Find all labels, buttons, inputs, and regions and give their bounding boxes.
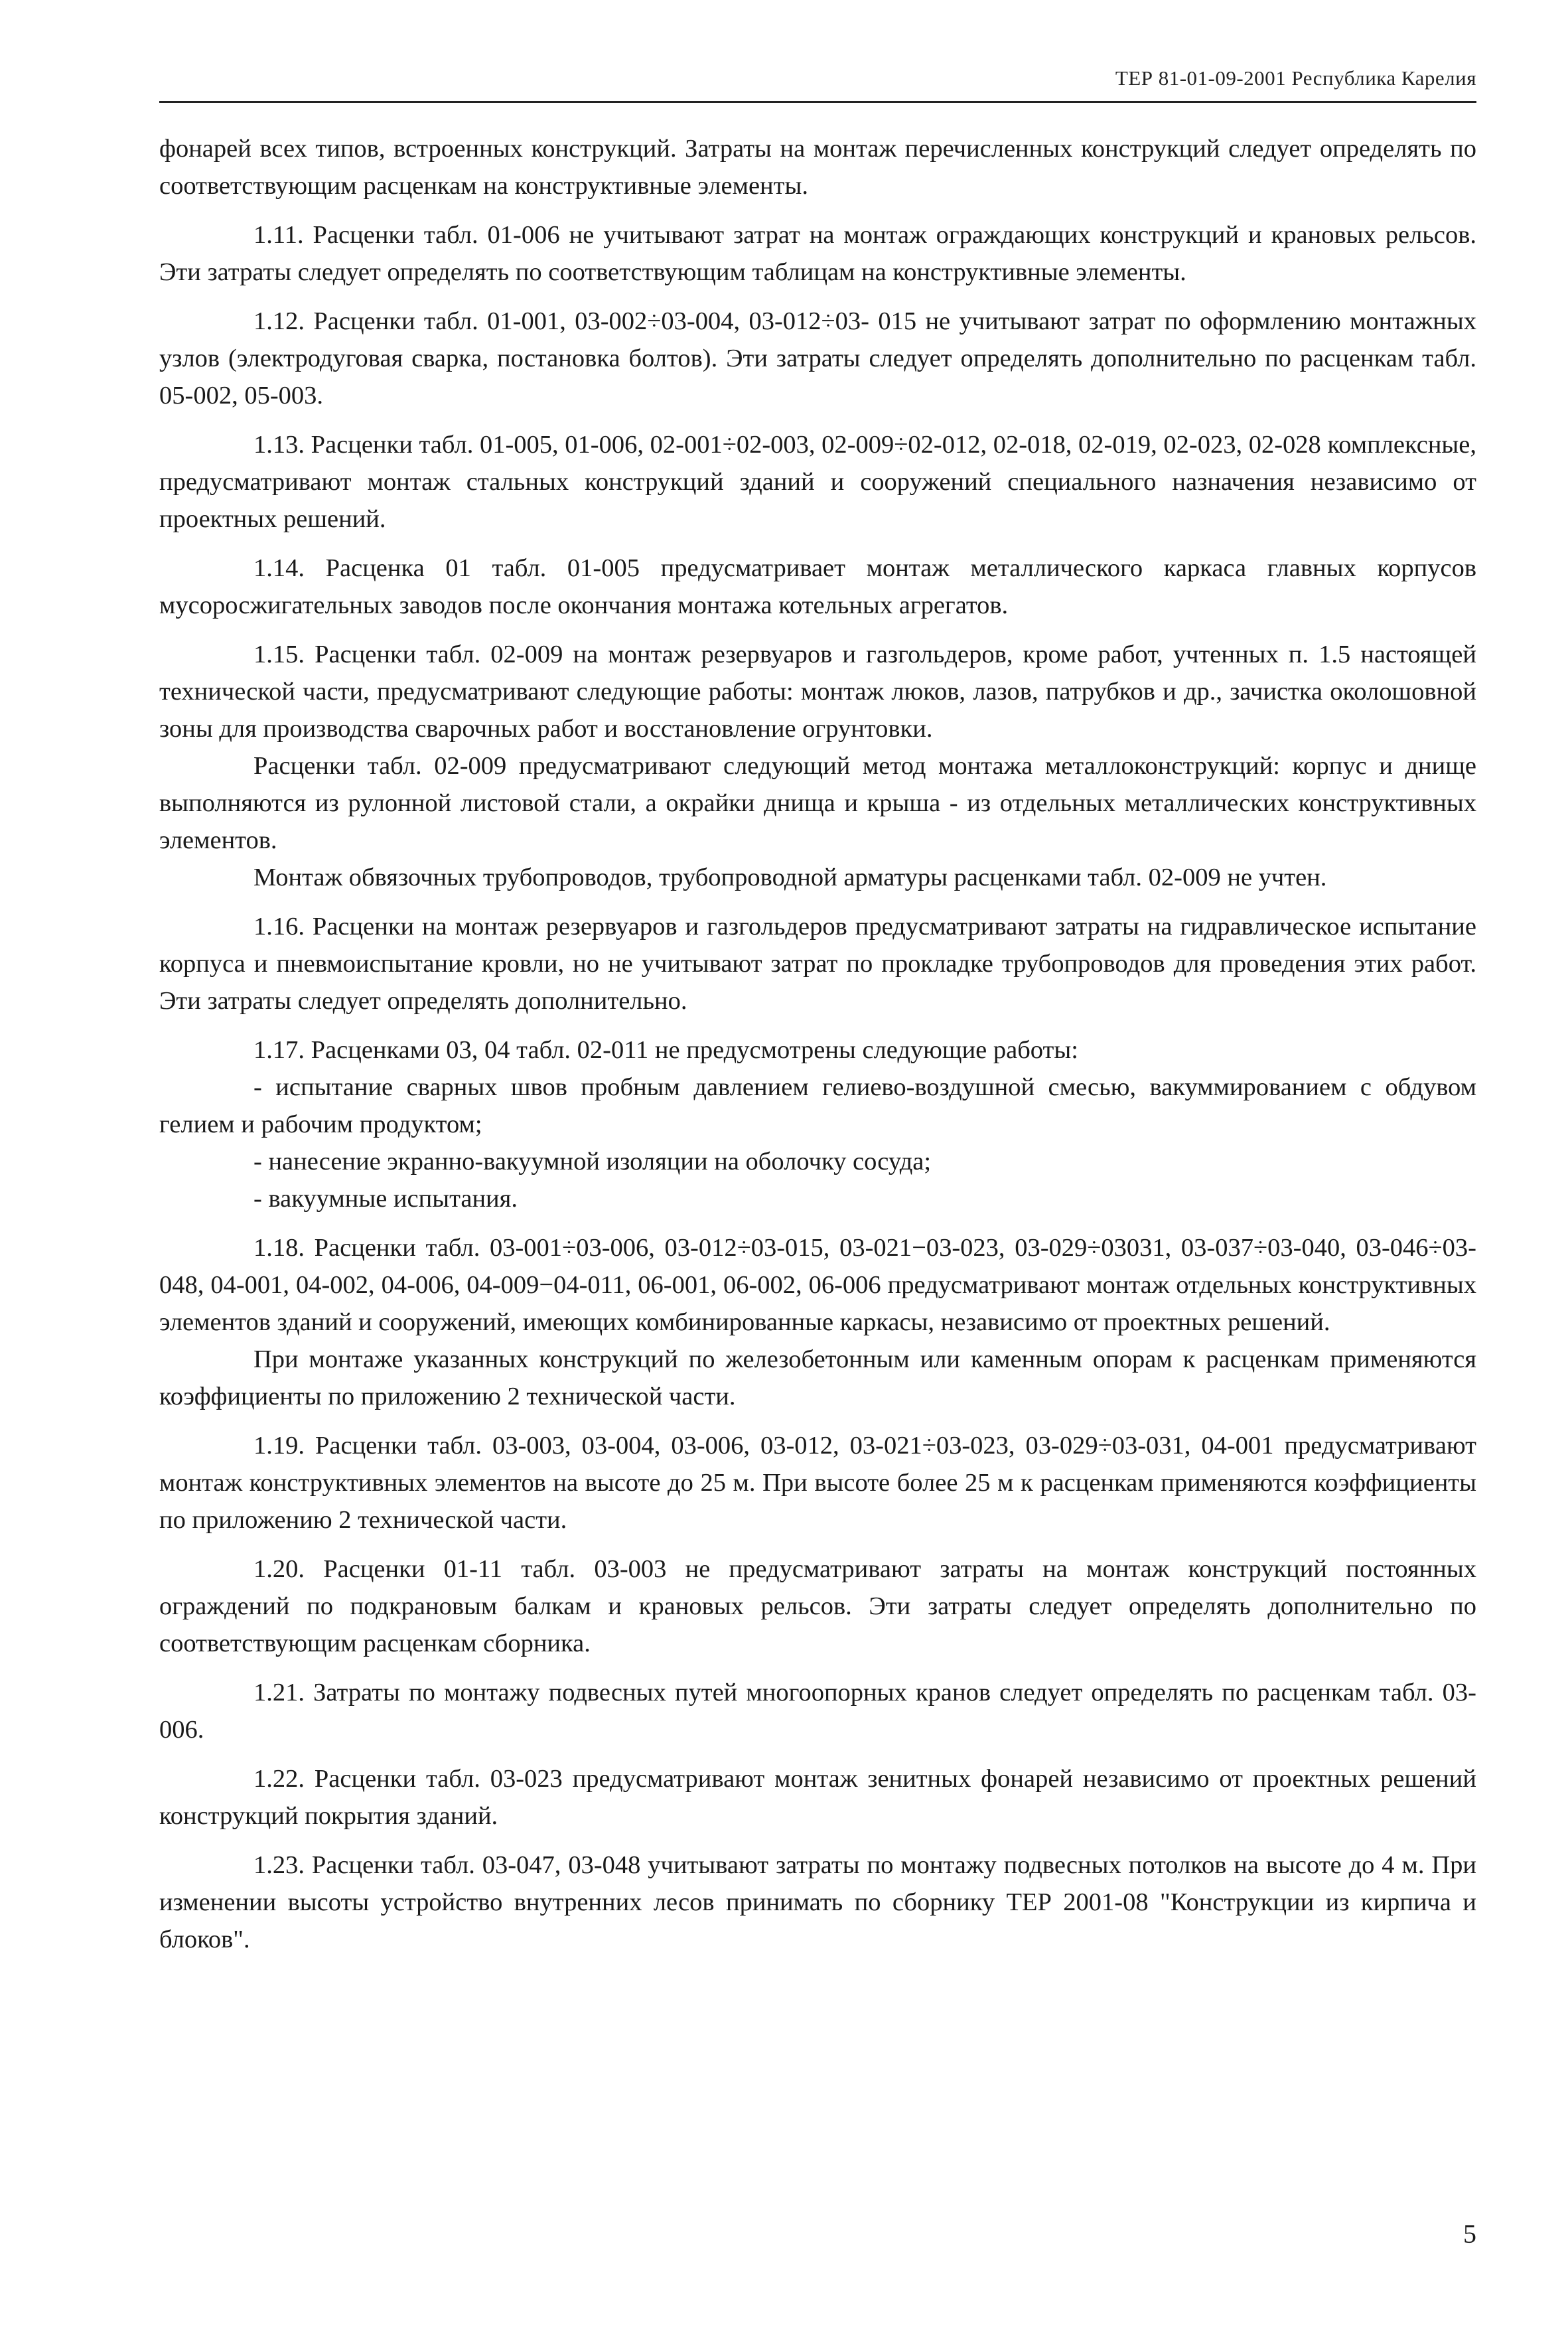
paragraph-1-21: 1.21. Затраты по монтажу подвесных путей многоопорных кранов следует определять по расценкам табл. 03-006. bbox=[159, 1679, 1476, 1744]
list-item-vacuum-tests: - вакуумные испытания. bbox=[253, 1185, 518, 1213]
paragraph-1-14: 1.14. Расценка 01 табл. 01-005 предусматривает монтаж металлического каркаса главных корпусов мусоросжигательных заводов после окончания монтажа котельных агрегатов. bbox=[159, 554, 1476, 619]
paragraph-1-19: 1.19. Расценки табл. 03-003, 03-004, 03-006, 03-012, 03-021÷03-023, 03-029÷03-031, 04-001 предусматривают монтаж конструктивных элементов на высоте до 25 м. При высоте более 25 м к расценкам применяются коэффициенты по приложению 2 технической части. bbox=[159, 1432, 1476, 1534]
paragraph-1-18-supports: При монтаже указанных конструкций по железобетонным или каменным опорам к расценкам применяются коэффициенты по приложению 2 технической части. bbox=[159, 1345, 1476, 1410]
paragraph-continuation: фонарей всех типов, встроенных конструкций. Затраты на монтаж перечисленных конструкций следует определять по соответствующим расценкам на конструктивные элементы. bbox=[159, 135, 1476, 200]
paragraph-1-15-method: Расценки табл. 02-009 предусматривают следующий метод монтажа металлоконструкций: корпус и днище выполняются из рулонной листовой стали, а окрайки днища и крыша - из отдельных металлических конструктивных элементов. bbox=[159, 752, 1476, 854]
paragraph-1-17: 1.17. Расценками 03, 04 табл. 02-011 не предусмотрены следующие работы: bbox=[253, 1036, 1078, 1064]
page-number: 5 bbox=[1463, 2219, 1476, 2249]
list-item-test-welds: - испытание сварных швов пробным давлением гелиево-воздушной смесью, вакуммированием с обдувом гелием и рабочим продуктом; bbox=[159, 1073, 1476, 1138]
body-text bbox=[159, 130, 1476, 1970]
header-rule bbox=[159, 101, 1476, 103]
paragraph-1-20: 1.20. Расценки 01-11 табл. 03-003 не предусматривают затраты на монтаж конструкций постоянных ограждений по подкрановым балкам и крановых рельсов. Эти затраты следует определять дополнительно по соответствующим расценкам сборника. bbox=[159, 1555, 1476, 1657]
paragraph-1-18: 1.18. Расценки табл. 03-001÷03-006, 03-012÷03-015, 03-021−03-023, 03-029÷03031, 03-037÷03-040, 03-046÷03-048, 04-001, 04-002, 04-006, 04-009−04-011, 06-001, 06-002, 06-006 предусматривают монтаж отдельных конструктивных элементов зданий и сооружений, имеющих комбинированные каркасы, независимо от проектных решений. bbox=[159, 1234, 1476, 1336]
paragraph-1-23: 1.23. Расценки табл. 03-047, 03-048 учитывают затраты по монтажу подвесных потолков на высоте до 4 м. При изменении высоты устройство внутренних лесов принимать по сборнику ТЕР 2001-08 "Конструкции из кирпича и блоков". bbox=[159, 1851, 1476, 1953]
paragraph-1-13: 1.13. Расценки табл. 01-005, 01-006, 02-001÷02-003, 02-009÷02-012, 02-018, 02-019, 02-023, 02-028 комплексные, предусматривают монтаж стальных конструкций зданий и сооружений специального назначения независимо от проектных решений. bbox=[159, 431, 1476, 533]
paragraph-1-15-piping: Монтаж обвязочных трубопроводов, трубопроводной арматуры расценками табл. 02-009 не учтен. bbox=[253, 864, 1327, 891]
paragraph-1-12: 1.12. Расценки табл. 01-001, 03-002÷03-004, 03-012÷03- 015 не учитывают затрат по оформлению монтажных узлов (электродуговая сварка, постановка болтов). Эти затраты следует определять дополнительно по расценкам табл. 05-002, 05-003. bbox=[159, 307, 1476, 410]
paragraph-1-22: 1.22. Расценки табл. 03-023 предусматривают монтаж зенитных фонарей независимо от проектных решений конструкций покрытия зданий. bbox=[159, 1765, 1476, 1830]
paragraph-1-16: 1.16. Расценки на монтаж резервуаров и газгольдеров предусматривают затраты на гидравлическое испытание корпуса и пневмоиспытание кровли, но не учитывают затрат по прокладке трубопроводов для проведения этих работ. Эти затраты следует определять дополнительно. bbox=[159, 913, 1476, 1015]
paragraph-1-15: 1.15. Расценки табл. 02-009 на монтаж резервуаров и газгольдеров, кроме работ, учтенных п. 1.5 настоящей технической части, предусматривают следующие работы: монтаж люков, лазов, патрубков и др., зачистка околошовной зоны для производства сварочных работ и восстановление огрунтовки. bbox=[159, 641, 1476, 743]
running-header: ТЕР 81-01-09-2001 Республика Карелия bbox=[1115, 66, 1476, 90]
list-item-insulation: - нанесение экранно-вакуумной изоляции на оболочку сосуда; bbox=[253, 1148, 932, 1175]
paragraph-1-11: 1.11. Расценки табл. 01-006 не учитывают затрат на монтаж ограждающих конструкций и крановых рельсов. Эти затраты следует определять по соответствующим таблицам на конструктивные элементы. bbox=[159, 221, 1476, 286]
